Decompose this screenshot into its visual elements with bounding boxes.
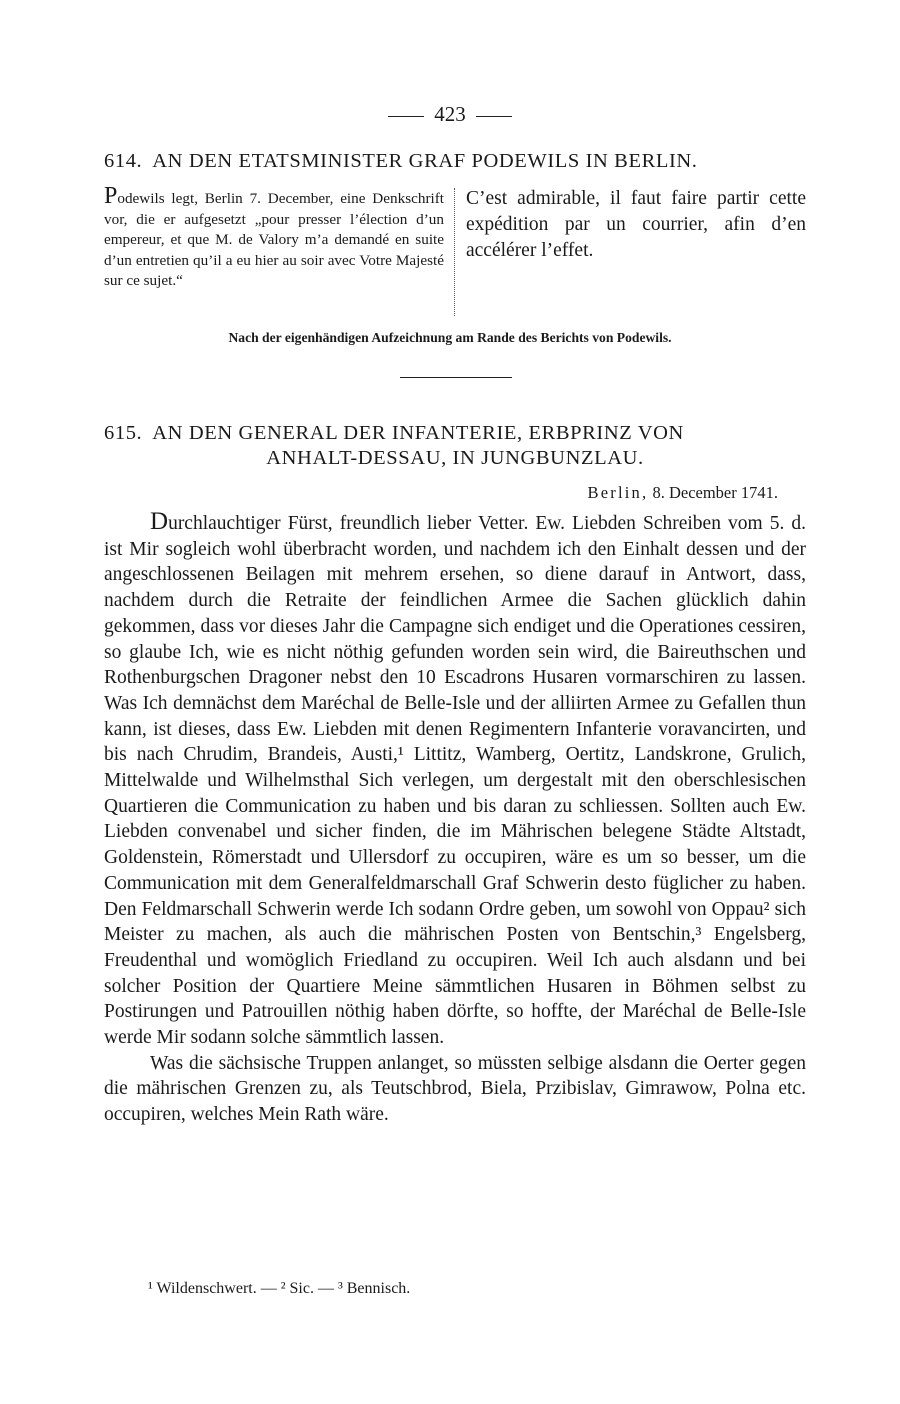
entry-614-heading xyxy=(104,149,806,174)
page-number-dash-right xyxy=(476,116,512,117)
entry-615-heading xyxy=(104,421,806,471)
page-number xyxy=(0,102,900,127)
entry-615-number: 615. xyxy=(104,422,143,444)
entry-614-summary-text: odewils legt, Berlin 7. December, eine Denkschrift vor, die er aufgesetzt „pour presser l’élection d’un empereur, et que M. de Valory m’a demandé en suite d’un entretien qu’il a eu hier au soir avec Votre Majesté sur ce sujet.“ xyxy=(104,190,444,290)
entry-615-dateline xyxy=(588,483,778,503)
page-number-dash-left xyxy=(388,116,424,117)
entry-614-initial: P xyxy=(104,183,118,209)
entry-614-marginal-note: C’est admirable, il faut faire partir cette expédition par un courrier, afin d’en accélérer l’effet. xyxy=(466,188,806,261)
entry-614-source-note: Nach der eigenhändigen Aufzeichnung am Rande des Berichts von Podewils. xyxy=(228,330,672,345)
footnotes: ¹ Wildenschwert. — ² Sic. — ³ Bennisch. xyxy=(148,1280,411,1297)
dateline-date: 8. December 1741. xyxy=(648,483,778,502)
entry-615-title-line1: AN DEN GENERAL DER INFANTERIE, ERBPRINZ VON xyxy=(152,422,684,444)
dateline-place: Berlin, xyxy=(587,483,649,502)
letter-paragraph-2: Was die sächsische Truppen anlanget, so müssten selbige alsdann die Oerter gegen die mährischen Grenzen zu, als Teutschbrod, Biela, Przibislav, Gimrawow, Polna etc. occupiren, welches Mein Rath wäre. xyxy=(104,1052,806,1126)
entry-614-number: 614. xyxy=(104,150,143,172)
letter-paragraph-1-text: urchlauchtiger Fürst, freundlich lieber Vetter. Ew. Liebden Schreiben vom 5. d. ist Mir sogleich wohl überbracht worden, und nachdem ich den Einhalt dessen und der angeschlossenen Beilagen mit mehrem ersehen, so diene darauf in Antwort, dass, nachdem durch die Retraite der feindlichen Armee die Sachen glücklich dahin gekommen, dass vor dieses Jahr die Campagne sich endiget und die Operationes cessiren, so glaube Ich, wie es nicht nöthig gefunden worden sein wird, die Baireuthschen und Rothenburgschen Dragoner nebst den 10 Escadrons Husaren vormarschiren zu lassen. Was Ich demnächst dem Maréchal de Belle-Isle und der alliirten Armee zu Gefallen thun kann, ist dieses, dass Ew. Liebden mit denen Regimentern Infanterie voravancirten, und bis nach Chrudim, Brandeis, Austi,¹ Littitz, Wamberg, Oertitz, Landskrone, Grulich, Mittelwalde und Wilhelmsthal Sich verlegen, um dergestalt mit den oberschlesischen Quartieren die Communication zu haben und bis daran zu schliessen. Sollten auch Ew. Liebden convenabel und sicher finden, die im Mährischen belegene Städte Altstadt, Goldenstein, Römerstadt und Ullersdorf zu occupiren, wäre es um so besser, um die Communication mit dem Generalfeldmarschall Graf Schwerin desto füglicher zu haben. Den Feldmarschall Schwerin werde Ich sodann Ordre geben, um sowohl von Oppau² sich Meister zu machen, als auch die mährischen Posten von Bentschin,³ Engelsberg, Freudenthal und womöglich Friedland zu occupiren. Weil Ich auch alsdann und bei solcher Position der Quartiere Meine sämmtlichen Husaren in Böhmen selbst zu Postirungen und Patrouillen nöthig haben dörfte, so hoffte, der Maréchal de Belle-Isle werde Mir sodann solche sämmtlich lassen. xyxy=(104,513,806,1049)
entry-615-letter-body xyxy=(104,509,806,1128)
entry-615-title-line2: ANHALT-DESSAU, IN JUNGBUNZLAU. xyxy=(266,447,644,469)
entry-614-summary xyxy=(104,183,444,292)
page-number-text: 423 xyxy=(434,102,466,126)
section-separator xyxy=(400,377,512,378)
letter-initial: D xyxy=(150,508,169,535)
entry-614-title: AN DEN ETATSMINISTER GRAF PODEWILS IN BERLIN. xyxy=(152,150,698,172)
column-divider xyxy=(454,188,455,316)
entry-614-columns xyxy=(104,183,806,322)
letter-paragraph-1 xyxy=(104,509,806,1051)
